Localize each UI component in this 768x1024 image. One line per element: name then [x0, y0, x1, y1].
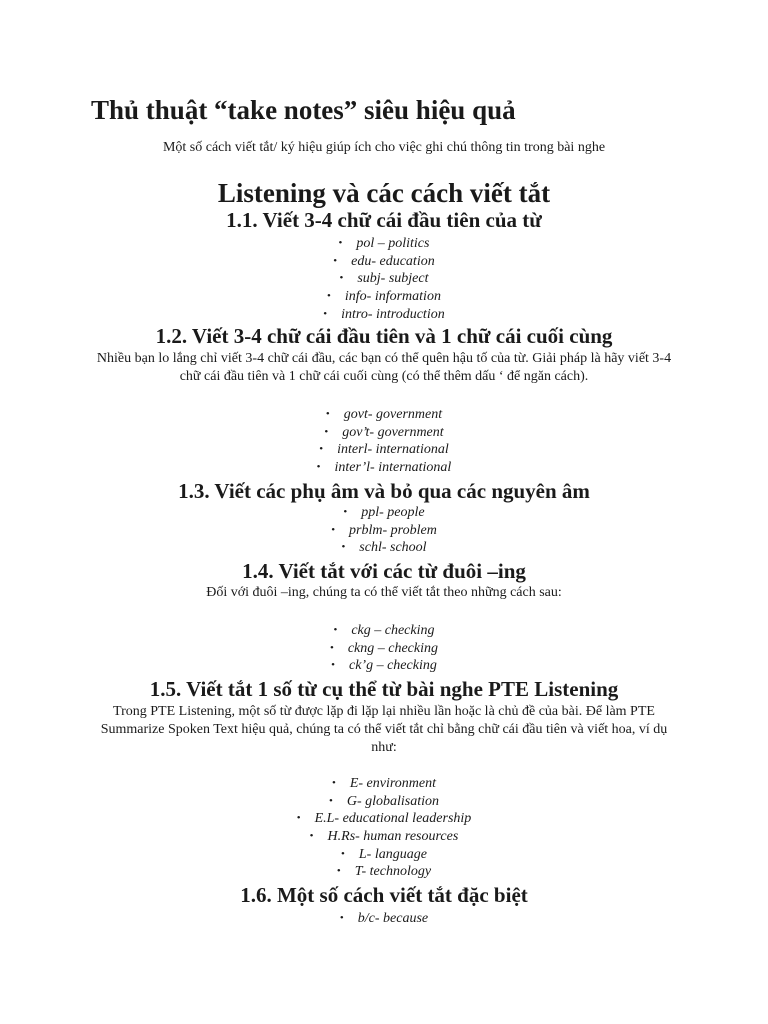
list-item — [0, 269, 768, 287]
list-item — [0, 538, 768, 556]
section-heading-1-6: 1.6. Một số cách viết tắt đặc biệt — [240, 883, 528, 907]
section-heading-1-5: 1.5. Viết tắt 1 số từ cụ thể từ bài nghe PTE Listening — [149, 677, 619, 701]
bullet-icon: • — [296, 812, 301, 825]
document-subtitle: Một số cách viết tắt/ ký hiệu giúp ích cho việc ghi chú thông tin trong bài nghe — [162, 140, 606, 155]
bullet-icon: • — [333, 254, 338, 267]
section-paragraph-1-5: Trong PTE Listening, một số từ được lặp đi lặp lại nhiều lần hoặc là chủ đề của bài. Để làm PTE Summarize Spoken Text hiệu quả, chúng ta có thể viết tắt chỉ bằng chữ cái đầu tiên và viết hoa, ví dụ như: — [100, 704, 668, 755]
list-item — [0, 621, 768, 639]
bullet-icon: • — [328, 794, 333, 807]
bullet-icon: • — [333, 624, 338, 636]
list-item-text: subj- subject — [357, 271, 429, 287]
bullet-icon: • — [319, 443, 324, 456]
list-item-text: ck’g – checking — [349, 658, 437, 674]
list-item — [0, 656, 768, 674]
main-heading: Listening và các cách viết tắt — [217, 178, 551, 208]
list-item — [0, 792, 768, 810]
list-item-text: govt- government — [343, 407, 443, 422]
list-item — [0, 809, 768, 827]
section-heading-1-1: 1.1. Viết 3-4 chữ cái đầu tiên của từ — [226, 208, 542, 232]
list-item-text: schl- school — [359, 540, 427, 556]
list-item — [0, 305, 768, 323]
list-item — [0, 909, 768, 927]
list-item — [0, 774, 768, 792]
abbreviation-list-1-6 — [0, 909, 768, 927]
bullet-icon: • — [339, 272, 344, 285]
bullet-icon: • — [331, 777, 336, 789]
list-item-text: pol – politics — [356, 236, 430, 251]
list-item — [0, 521, 768, 539]
abbreviation-list-1-3 — [0, 503, 768, 556]
list-item-text: E- environment — [349, 776, 437, 791]
bullet-icon: • — [341, 541, 346, 554]
section-paragraph-1-4: Đối với đuôi –ing, chúng ta có thể viết tắt theo những cách sau: — [206, 585, 562, 600]
bullet-icon: • — [336, 865, 341, 878]
abbreviation-list-1-2 — [0, 405, 768, 476]
list-item — [0, 827, 768, 845]
bullet-icon: • — [324, 425, 329, 438]
list-item — [0, 423, 768, 441]
bullet-icon: • — [329, 641, 334, 654]
list-item — [0, 252, 768, 270]
bullet-icon: • — [316, 461, 321, 474]
list-item — [0, 862, 768, 880]
document-title: Thủ thuật “take notes” siêu hiệu quả — [91, 95, 516, 125]
list-item — [0, 440, 768, 458]
abbreviation-list-1-5 — [0, 774, 768, 880]
list-item-text: b/c- because — [357, 911, 429, 926]
list-item-text: H.Rs- human resources — [327, 829, 459, 845]
bullet-icon: • — [339, 912, 344, 924]
bullet-icon: • — [325, 408, 330, 420]
list-item-text: ppl- people — [361, 505, 425, 520]
list-item — [0, 458, 768, 476]
list-item-text: E.L- educational leadership — [314, 811, 472, 827]
list-item-text: prblm- problem — [349, 522, 437, 538]
list-item — [0, 845, 768, 863]
bullet-icon: • — [323, 307, 328, 320]
list-item — [0, 639, 768, 657]
list-item-text: edu- education — [351, 253, 435, 269]
list-item-text: L- language — [358, 846, 427, 862]
section-heading-1-2: 1.2. Viết 3-4 chữ cái đầu tiên và 1 chữ cái cuối cùng — [155, 324, 613, 348]
bullet-icon: • — [343, 506, 348, 518]
bullet-icon: • — [341, 847, 345, 860]
list-item-text: gov’t- government — [342, 424, 444, 440]
list-item-text: ckng – checking — [347, 640, 439, 656]
abbreviation-list-1-1 — [0, 234, 768, 322]
list-item — [0, 234, 768, 252]
list-item-text: T- technology — [354, 864, 432, 880]
abbreviation-list-1-4 — [0, 621, 768, 674]
list-item-text: ckg – checking — [351, 623, 435, 638]
list-item — [0, 287, 768, 305]
bullet-icon: • — [338, 237, 343, 249]
bullet-icon: • — [331, 659, 335, 672]
list-item — [0, 405, 768, 423]
bullet-icon: • — [331, 523, 336, 536]
section-heading-1-3: 1.3. Viết các phụ âm và bỏ qua các nguyên âm — [178, 479, 590, 503]
list-item-text: interl- international — [337, 442, 449, 458]
list-item-text: info- information — [344, 289, 441, 305]
bullet-icon: • — [327, 290, 331, 303]
section-heading-1-4: 1.4. Viết tắt với các từ đuôi –ing — [242, 559, 526, 583]
bullet-icon: • — [309, 830, 314, 843]
list-item — [0, 503, 768, 521]
list-item-text: G- globalisation — [346, 793, 440, 809]
section-paragraph-1-2: Nhiều bạn lo lắng chỉ viết 3-4 chữ cái đầu, các bạn có thể quên hậu tố của từ. Giải pháp là hãy viết 3-4 chữ cái đầu tiên và 1 chữ cái cuối cùng (có thể thêm dấu ‘ để ngăn cách). — [96, 351, 672, 384]
list-item-text: inter’l- international — [334, 460, 452, 476]
list-item-text: intro- introduction — [341, 306, 445, 322]
